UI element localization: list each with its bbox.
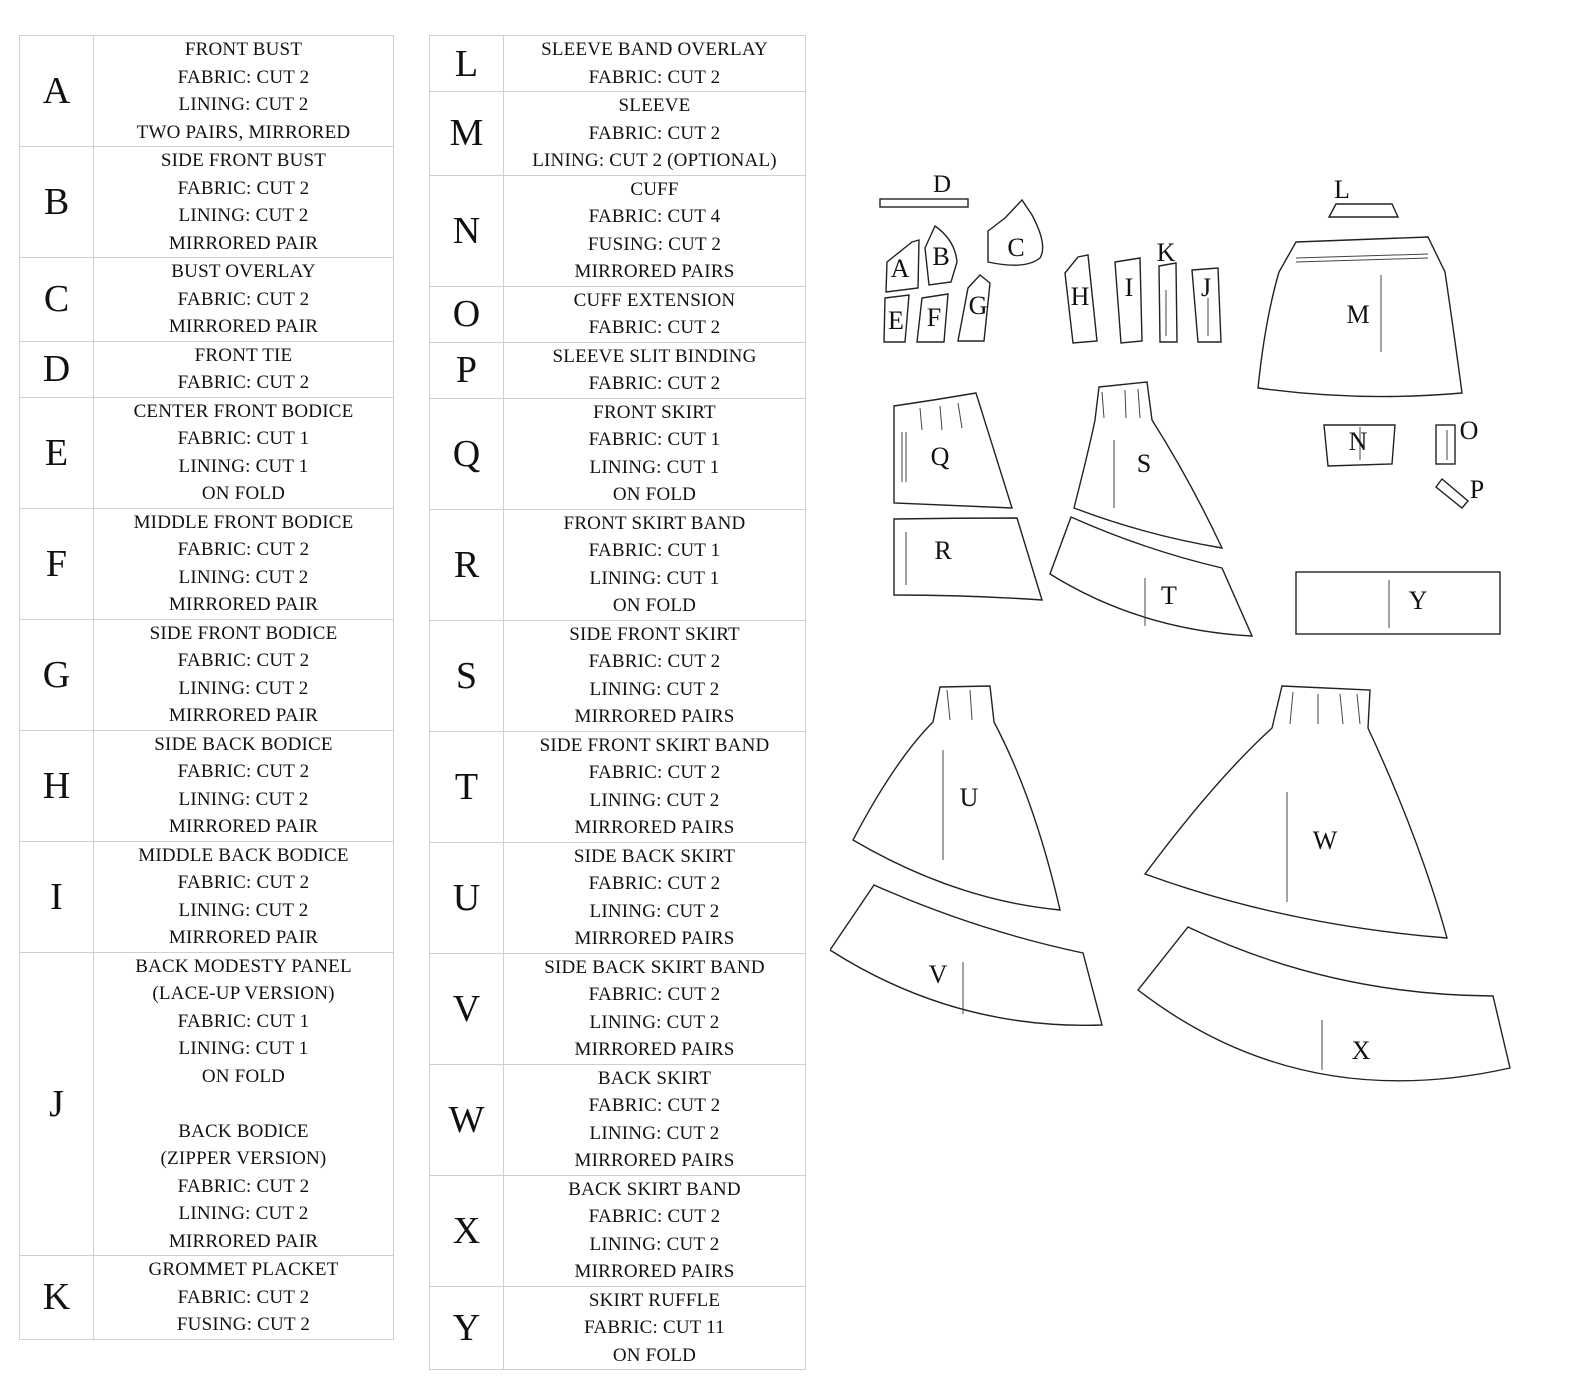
piece-description [504, 398, 806, 509]
piece-letter: X [430, 1175, 504, 1286]
piece-description-line: FRONT BUST [184, 39, 303, 60]
piece-description [94, 508, 394, 619]
piece-description-line: LINING: CUT 2 [589, 678, 720, 700]
piece-description-line: LINING: CUT 2 [178, 677, 309, 699]
piece-description-line: FABRIC: CUT 2 [177, 372, 310, 393]
piece-description-line: FUSING: CUT 2 [587, 233, 722, 255]
piece-description-line: MIRRORED PAIR [168, 927, 319, 948]
piece-description-line: SIDE FRONT BODICE [149, 622, 338, 644]
layout-label-n: N [1348, 427, 1368, 456]
piece-description [504, 286, 806, 342]
piece-description [504, 953, 806, 1064]
piece-letter: C [20, 258, 94, 342]
piece-row [20, 36, 394, 147]
pattern-piece-u [853, 686, 1060, 910]
piece-description-line: LINING: CUT 2 [589, 900, 720, 922]
piece-description-line: LINING: CUT 2 [589, 1011, 720, 1033]
piece-description-line: MIRRORED PAIRS [574, 928, 735, 949]
layout-label-y: Y [1408, 586, 1428, 615]
piece-description-line: LINING: CUT 1 [589, 456, 720, 478]
pieces-table-right-body [430, 36, 806, 1370]
piece-description-line: LINING: CUT 2 [178, 566, 309, 588]
pattern-piece-y [1296, 572, 1500, 634]
piece-row [20, 341, 394, 397]
piece-description [94, 147, 394, 258]
piece-letter: R [430, 509, 504, 620]
piece-row [430, 286, 806, 342]
layout-label-f: F [926, 303, 942, 332]
piece-description-line: FRONT TIE [194, 344, 293, 366]
layout-label-k: K [1156, 238, 1176, 267]
piece-letter: U [430, 842, 504, 953]
piece-description-line: FABRIC: CUT 1 [177, 428, 310, 449]
pattern-piece-t [1050, 517, 1252, 636]
piece-row [20, 1256, 394, 1340]
piece-row [430, 92, 806, 176]
piece-row [430, 1175, 806, 1286]
piece-description [504, 1286, 806, 1370]
piece-description [94, 397, 394, 508]
piece-description-line: MIRRORED PAIRS [574, 1261, 735, 1282]
pieces-table-left [19, 35, 394, 1340]
piece-row [20, 258, 394, 342]
piece-description-line: BACK MODESTY PANEL [135, 955, 352, 977]
piece-description-line: MIRRORED PAIR [168, 705, 319, 726]
pattern-piece-q [894, 393, 1012, 508]
piece-row [430, 509, 806, 620]
piece-description-line: BACK SKIRT BAND [568, 1178, 741, 1200]
piece-description-line: LINING: CUT 2 [589, 789, 720, 811]
piece-description-line: ON FOLD [201, 483, 286, 504]
piece-description-line: LINING: CUT 2 [589, 1233, 720, 1255]
layout-label-h: H [1070, 282, 1090, 311]
piece-description-line: FABRIC: CUT 1 [588, 429, 721, 450]
piece-description-line: MIRRORED PAIRS [574, 817, 735, 838]
layout-label-j: J [1200, 273, 1212, 302]
piece-description [504, 92, 806, 176]
pattern-piece-l [1329, 204, 1398, 217]
piece-row [430, 398, 806, 509]
layout-label-r: R [934, 536, 952, 565]
layout-label-q: Q [930, 442, 950, 471]
piece-row [430, 36, 806, 92]
piece-description [504, 342, 806, 398]
layout-label-x: X [1351, 1036, 1371, 1065]
piece-description-line: BACK BODICE [178, 1120, 309, 1142]
piece-description-line: MIRRORED PAIR [168, 316, 319, 337]
layout-label-s: S [1136, 449, 1152, 478]
piece-letter: F [20, 508, 94, 619]
piece-description-line: MIRRORED PAIR [168, 594, 319, 615]
pattern-piece-p [1436, 479, 1468, 508]
piece-letter: T [430, 731, 504, 842]
piece-description-line: FABRIC: CUT 2 [588, 373, 721, 394]
piece-description-line: CUFF EXTENSION [573, 289, 736, 311]
piece-description-line: LINING: CUT 1 [178, 455, 309, 477]
piece-description-line: ON FOLD [612, 484, 697, 505]
piece-letter: O [430, 286, 504, 342]
piece-description-line: FABRIC: CUT 2 [177, 1286, 310, 1308]
piece-description-line: SLEEVE [618, 95, 691, 116]
piece-description-line: LINING: CUT 2 [178, 1203, 309, 1224]
piece-letter: N [430, 175, 504, 286]
piece-row [430, 1286, 806, 1370]
piece-description-line: SIDE BACK SKIRT [573, 845, 736, 867]
piece-description-line: ON FOLD [612, 595, 697, 616]
piece-description-line: FABRIC: CUT 2 [588, 1095, 721, 1116]
layout-label-u: U [959, 783, 979, 812]
pattern-piece-x [1138, 927, 1510, 1081]
piece-row [430, 731, 806, 842]
piece-description [504, 1175, 806, 1286]
piece-description-line: (ZIPPER VERSION) [160, 1148, 327, 1169]
piece-description-line: BUST OVERLAY [171, 261, 316, 282]
piece-description-line: CENTER FRONT BODICE [133, 400, 354, 422]
piece-description [94, 841, 394, 952]
piece-letter: S [430, 620, 504, 731]
piece-description-line: MIRRORED PAIR [168, 232, 319, 254]
piece-description-line: LINING: CUT 2 [178, 94, 309, 115]
piece-letter: H [20, 730, 94, 841]
piece-description-line: LINING: CUT 1 [178, 1038, 309, 1059]
piece-description [504, 1064, 806, 1175]
piece-description-line: GROMMET PLACKET [148, 1259, 339, 1280]
piece-description-line: MIRRORED PAIRS [574, 261, 735, 282]
piece-letter: Y [430, 1286, 504, 1370]
layout-label-o: O [1459, 416, 1479, 445]
layout-label-l: L [1334, 175, 1350, 204]
piece-description-line: LINING: CUT 2 [178, 899, 309, 921]
piece-row [430, 953, 806, 1064]
piece-description-line: SIDE FRONT BUST [160, 150, 327, 171]
piece-letter: W [430, 1064, 504, 1175]
piece-description-line: ON FOLD [201, 1065, 286, 1087]
layout-label-c: C [1007, 233, 1025, 262]
piece-row [20, 619, 394, 730]
layout-label-m: M [1346, 300, 1370, 329]
layout-label-d: D [932, 171, 952, 198]
pattern-piece-w [1145, 686, 1447, 938]
piece-row [430, 175, 806, 286]
piece-letter: M [430, 92, 504, 176]
piece-description-line: FABRIC: CUT 2 [177, 177, 310, 199]
piece-description-line: FABRIC: CUT 2 [177, 288, 310, 310]
layout-label-b: B [932, 242, 950, 271]
piece-description [94, 36, 394, 147]
layout-label-p: P [1469, 475, 1485, 504]
pattern-piece-d [880, 199, 968, 207]
piece-description-line: FABRIC: CUT 2 [588, 317, 721, 338]
piece-letter: L [430, 36, 504, 92]
piece-description [504, 36, 806, 92]
piece-row [20, 147, 394, 258]
piece-description-line: FRONT SKIRT [593, 401, 716, 423]
piece-description-line: CUFF [630, 178, 679, 200]
pattern-piece-r [894, 518, 1042, 600]
piece-description [504, 620, 806, 731]
piece-description-line: FABRIC: CUT 2 [588, 66, 721, 88]
piece-description [94, 341, 394, 397]
layout-label-e: E [888, 306, 904, 335]
piece-row [20, 952, 394, 1256]
piece-description-line: MIRRORED PAIRS [574, 1150, 735, 1171]
piece-description-line: FUSING: CUT 2 [176, 1314, 311, 1335]
piece-row [430, 842, 806, 953]
piece-description-line: LINING: CUT 2 [589, 1122, 720, 1144]
piece-description-line: LINING: CUT 2 (OPTIONAL) [532, 150, 777, 171]
piece-description-line: SIDE FRONT SKIRT [569, 623, 740, 645]
piece-description [504, 175, 806, 286]
piece-description-line: FABRIC: CUT 2 [588, 1206, 721, 1227]
piece-description-line: FABRIC: CUT 2 [588, 651, 721, 672]
piece-description [94, 730, 394, 841]
piece-description-line: FABRIC: CUT 2 [588, 122, 721, 144]
piece-letter: D [20, 341, 94, 397]
piece-description-line: MIDDLE FRONT BODICE [133, 511, 354, 533]
pattern-layout-diagram [830, 160, 1570, 1120]
pattern-piece-k [1159, 263, 1177, 342]
pattern-piece-v [830, 885, 1102, 1025]
piece-row [430, 1064, 806, 1175]
piece-description-line: SLEEVE BAND OVERLAY [541, 39, 768, 60]
piece-description-line: TWO PAIRS, MIRRORED [136, 121, 351, 143]
piece-description-line: SLEEVE SLIT BINDING [552, 345, 757, 367]
piece-row [20, 397, 394, 508]
piece-description-line: FABRIC: CUT 11 [584, 1317, 725, 1338]
layout-label-t: T [1161, 581, 1177, 610]
piece-row [430, 342, 806, 398]
piece-description-line: MIRRORED PAIR [168, 1230, 319, 1252]
piece-description-line: LINING: CUT 1 [589, 567, 720, 589]
piece-description-line: FABRIC: CUT 2 [177, 650, 310, 671]
layout-label-g: G [968, 291, 988, 320]
piece-description-line: MIRRORED PAIRS [574, 706, 735, 727]
piece-description-line: FABRIC: CUT 2 [588, 984, 721, 1005]
piece-description [94, 258, 394, 342]
piece-description-line: LINING: CUT 2 [178, 788, 309, 810]
piece-letter: B [20, 147, 94, 258]
piece-description-line: ON FOLD [612, 1344, 697, 1366]
piece-description-line: MIDDLE BACK BODICE [138, 844, 349, 866]
piece-description-line: FABRIC: CUT 2 [177, 1175, 310, 1197]
piece-row [20, 508, 394, 619]
piece-letter: V [430, 953, 504, 1064]
piece-description-line: SKIRT RUFFLE [588, 1289, 721, 1311]
layout-label-a: A [890, 254, 910, 283]
piece-row [20, 730, 394, 841]
piece-letter: K [20, 1256, 94, 1340]
piece-description-line: FABRIC: CUT 2 [588, 873, 721, 894]
piece-description-line: FABRIC: CUT 4 [588, 206, 721, 227]
piece-description-line: FABRIC: CUT 2 [177, 66, 310, 88]
piece-description [94, 952, 394, 1256]
piece-letter: I [20, 841, 94, 952]
pattern-piece-o [1436, 425, 1455, 464]
piece-description [94, 619, 394, 730]
piece-description-line: BACK SKIRT [597, 1067, 712, 1089]
piece-description [94, 1256, 394, 1340]
piece-description-line: (LACE-UP VERSION) [152, 983, 335, 1004]
piece-description-line: MIRRORED PAIRS [574, 1039, 735, 1060]
pieces-table-left-body [20, 36, 394, 1340]
piece-letter: E [20, 397, 94, 508]
piece-letter: A [20, 36, 94, 147]
piece-letter: G [20, 619, 94, 730]
piece-description-line: FABRIC: CUT 1 [177, 1010, 310, 1032]
piece-description-line [94, 1090, 393, 1118]
layout-label-w: W [1312, 826, 1338, 855]
piece-row [430, 620, 806, 731]
piece-description-line: FABRIC: CUT 2 [177, 761, 310, 782]
piece-letter: P [430, 342, 504, 398]
piece-description-line: FABRIC: CUT 2 [177, 872, 310, 893]
piece-letter: Q [430, 398, 504, 509]
piece-description-line: SIDE BACK SKIRT BAND [544, 956, 765, 978]
piece-row [20, 841, 394, 952]
layout-label-i: I [1124, 273, 1134, 302]
piece-description [504, 842, 806, 953]
pieces-table-right [429, 35, 806, 1370]
piece-description-line: FABRIC: CUT 2 [177, 539, 310, 560]
piece-description-line: FABRIC: CUT 1 [588, 540, 721, 561]
piece-description-line: LINING: CUT 2 [178, 205, 309, 226]
piece-description-line: FABRIC: CUT 2 [588, 762, 721, 783]
piece-description [504, 731, 806, 842]
layout-label-v: V [928, 960, 948, 989]
piece-description-line: FRONT SKIRT BAND [563, 512, 746, 534]
piece-description-line: SIDE FRONT SKIRT BAND [539, 734, 770, 756]
piece-description [504, 509, 806, 620]
piece-description-line: SIDE BACK BODICE [154, 733, 333, 755]
piece-letter: J [20, 952, 94, 1256]
piece-description-line: MIRRORED PAIR [168, 816, 319, 837]
